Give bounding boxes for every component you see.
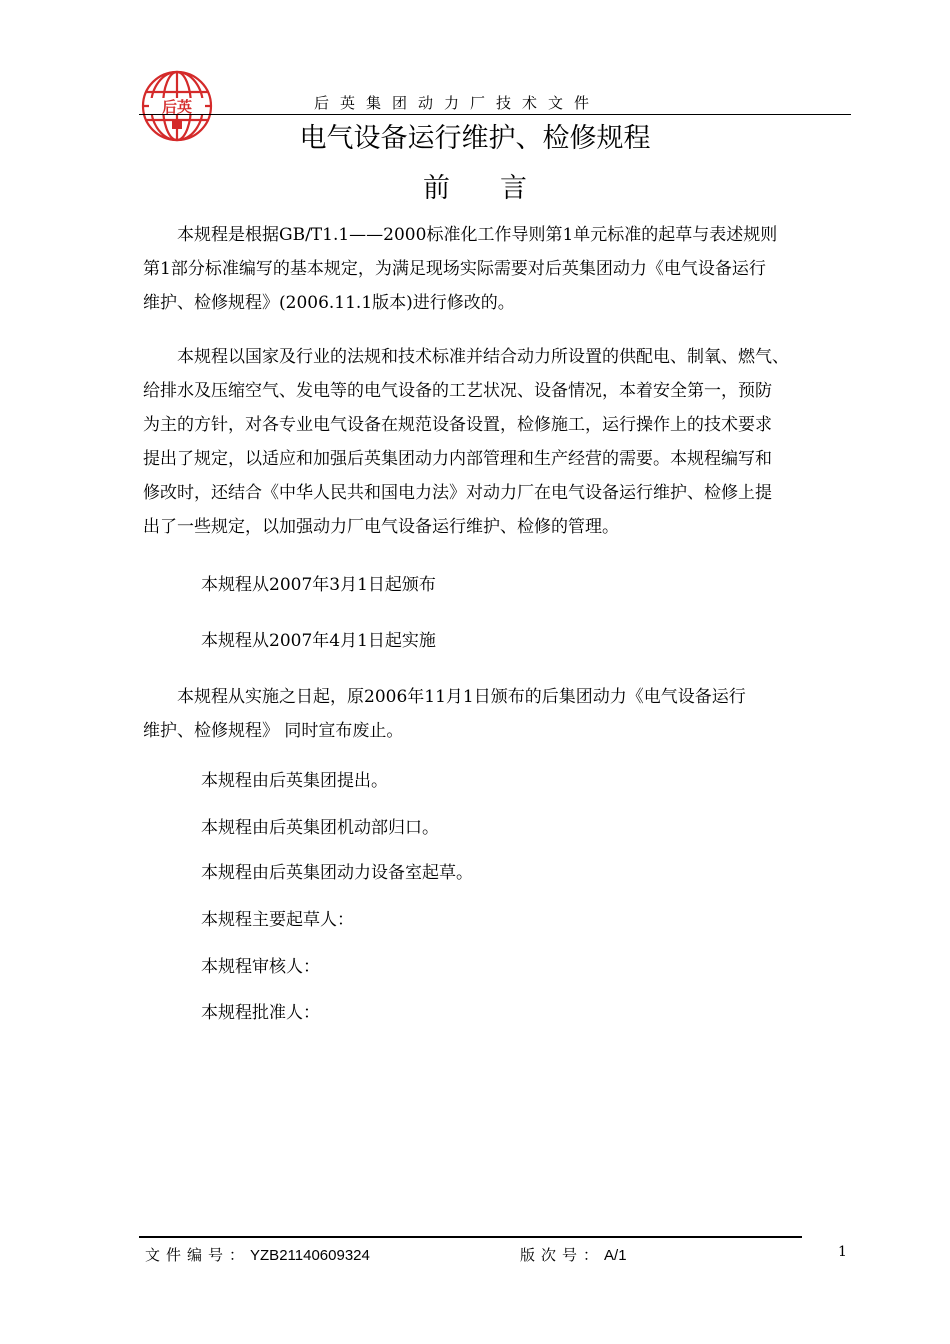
doc-no-label: 文件编号： bbox=[145, 1246, 251, 1264]
issue-date: 本规程从2007年3月1日起颁布 bbox=[201, 575, 436, 595]
proposed-by: 本规程由后英集团提出。 bbox=[201, 771, 388, 791]
footer-version bbox=[520, 1244, 627, 1265]
version-value: A/1 bbox=[604, 1247, 627, 1264]
managed-by: 本规程由后英集团机动部归口。 bbox=[201, 818, 439, 838]
paragraph-scope bbox=[143, 340, 851, 544]
paragraph-line: 修改时，还结合《中华人民共和国电力法》对动力厂在电气设备运行维护、检修上提 bbox=[143, 483, 772, 503]
page-number: 1 bbox=[838, 1244, 847, 1260]
approver: 本规程批准人： bbox=[201, 1003, 320, 1023]
paragraph-basis bbox=[143, 218, 851, 320]
header-company-line: 后英集团动力厂技术文件 bbox=[314, 94, 601, 112]
paragraph-line: 维护、检修规程》(2006.11.1版本)进行修改的。 bbox=[143, 293, 515, 313]
drafted-by: 本规程由后英集团动力设备室起草。 bbox=[201, 863, 473, 883]
logo-text: 后英 bbox=[161, 98, 193, 116]
paragraph-line: 本规程从实施之日起，原2006年11月1日颁布的后集团动力《电气设备运行 bbox=[177, 687, 746, 707]
paragraph-line: 维护、检修规程》 同时宣布废止。 bbox=[143, 721, 404, 741]
doc-no-value: YZB21140609324 bbox=[250, 1247, 370, 1264]
document-title: 电气设备运行维护、检修规程 bbox=[299, 123, 651, 154]
footer-rule bbox=[139, 1236, 802, 1238]
paragraph-supersede bbox=[143, 680, 851, 748]
paragraph-line: 本规程是根据GB/T1.1——2000标准化工作导则第1单元标准的起草与表述规则 bbox=[177, 225, 778, 245]
reviewer: 本规程审核人： bbox=[201, 957, 320, 977]
section-title: 前言 bbox=[423, 173, 577, 204]
main-drafter: 本规程主要起草人： bbox=[201, 910, 354, 930]
effective-date: 本规程从2007年4月1日起实施 bbox=[201, 631, 436, 651]
paragraph-line: 第1部分标准编写的基本规定，为满足现场实际需要对后英集团动力《电气设备运行 bbox=[143, 259, 766, 279]
paragraph-line: 给排水及压缩空气、发电等的电气设备的工艺状况、设备情况，本着安全第一，预防 bbox=[143, 381, 772, 401]
paragraph-line: 为主的方针，对各专业电气设备在规范设备设置，检修施工，运行操作上的技术要求 bbox=[143, 415, 772, 435]
footer-document-number bbox=[145, 1244, 370, 1265]
header-rule bbox=[139, 114, 851, 115]
paragraph-line: 提出了规定，以适应和加强后英集团动力内部管理和生产经营的需要。本规程编写和 bbox=[143, 449, 772, 469]
version-label: 版次号： bbox=[520, 1246, 605, 1264]
paragraph-line: 出了一些规定，以加强动力厂电气设备运行维护、检修的管理。 bbox=[143, 517, 619, 537]
paragraph-line: 本规程以国家及行业的法规和技术标准并结合动力所设置的供配电、制氧、燃气、 bbox=[177, 347, 789, 367]
